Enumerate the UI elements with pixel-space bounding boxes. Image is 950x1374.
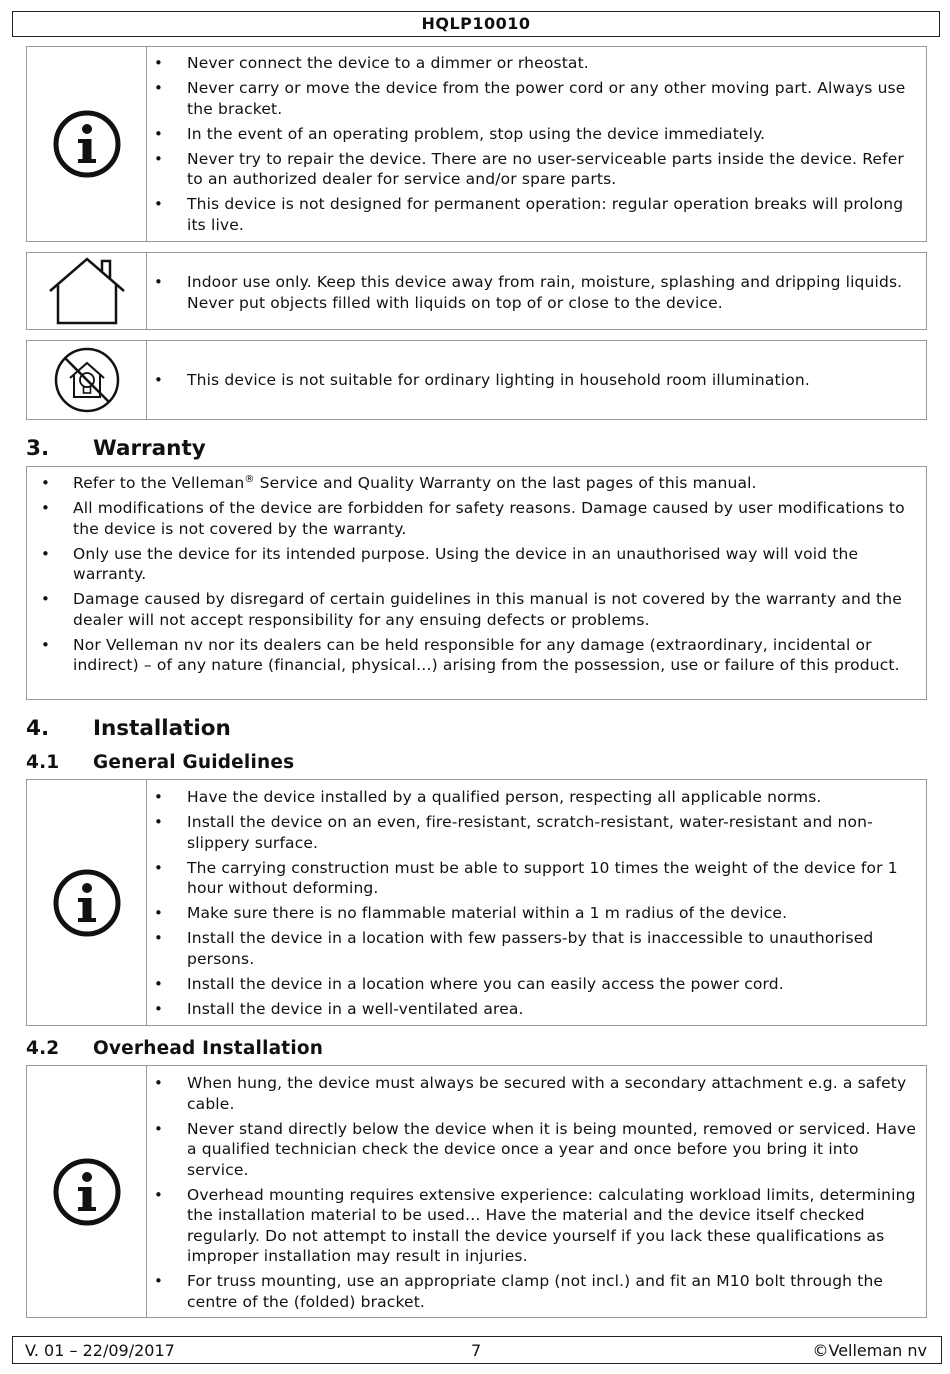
no-household-lighting-icon [52,345,122,415]
list-item: • Nor Velleman nv nor its dealers can be held responsible for any damage (extraordinary, incidental or indirect) – of any nature (financial, physical…) arising from the possession, use or failure of this product. [27,635,926,676]
safety-box-info [26,46,927,242]
list-item: • For truss mounting, use an appropriate clamp (not incl.) and fit an M10 bolt through the centre of the (folded) bracket. [147,1271,926,1312]
list-item: • All modifications of the device are forbidden for safety reasons. Damage caused by user modifications to the device is not covered by the warranty. [27,498,926,539]
page-header [12,11,940,37]
general-guidelines-box [26,779,927,1026]
info-icon [52,1157,122,1227]
version-date: V. 01 – 22/09/2017 [25,1341,175,1360]
list-item: • In the event of an operating problem, stop using the device immediately. [147,124,926,145]
list-item: • Never carry or move the device from the power cord or any other moving part. Always use the bracket. [147,78,926,119]
document-model: HQLP10010 [421,14,531,33]
subsection-heading-general: 4.1 General Guidelines [26,752,295,773]
list-item: • Indoor use only. Keep this device away from rain, moisture, splashing and dripping liquids. Never put objects filled with liquids on top of or close to the device. [147,272,926,313]
info-icon [52,868,122,938]
list-item: • Overhead mounting requires extensive experience: calculating workload limits, determining the installation material to be used… Have the material and the device itself checked regularly. Do not attempt to install the device yourself if you lack these qualifications as improper installation may result in injuries. [147,1185,926,1267]
section-heading-installation: 4. Installation [26,716,231,741]
list-item: • Install the device in a location with few passers-by that is inaccessible to unauthorised persons. [147,928,926,969]
list-item: • Install the device in a well-ventilated area. [147,999,926,1020]
list-item: • Have the device installed by a qualified person, respecting all applicable norms. [147,787,926,808]
list-item: • Refer to the Velleman® Service and Quality Warranty on the last pages of this manual. [27,473,926,494]
list-item: • Never connect the device to a dimmer or rheostat. [147,53,926,74]
list-item: • Make sure there is no flammable material within a 1 m radius of the device. [147,903,926,924]
list-item: • Only use the device for its intended purpose. Using the device in an unauthorised way will void the warranty. [27,544,926,585]
warranty-box [26,466,927,700]
safety-list-2 [147,272,926,313]
general-guidelines-list [147,787,926,1019]
list-item: • This device is not designed for permanent operation: regular operation breaks will prolong its live. [147,194,926,235]
subsection-heading-overhead: 4.2 Overhead Installation [26,1038,324,1059]
info-icon [52,109,122,179]
warranty-list [27,473,926,676]
indoor-use-icon [46,255,128,327]
list-item: • Never stand directly below the device when it is being mounted, removed or serviced. Have a qualified technician check the device once a year and once before you bring it into service. [147,1119,926,1181]
list-item: • Install the device on an even, fire-resistant, scratch-resistant, water-resistant and non-slippery surface. [147,812,926,853]
safety-list-1 [147,53,926,235]
list-item: • When hung, the device must always be secured with a secondary attachment e.g. a safety cable. [147,1073,926,1114]
safety-box-no-household [26,340,927,420]
page-number: 7 [471,1341,482,1360]
overhead-installation-box [26,1065,927,1318]
list-item: • Damage caused by disregard of certain guidelines in this manual is not covered by the warranty and the dealer will not accept responsibility for any ensuing defects or problems. [27,589,926,630]
list-item: • The carrying construction must be able to support 10 times the weight of the device for 1 hour without deforming. [147,858,926,899]
page-footer [12,1336,942,1364]
safety-list-3 [147,370,926,391]
overhead-installation-list [147,1073,926,1312]
list-item: • Never try to repair the device. There are no user-serviceable parts inside the device. Refer to an authorized dealer for service and/or spare parts. [147,149,926,190]
safety-box-indoor [26,252,927,330]
list-item: • Install the device in a location where you can easily access the power cord. [147,974,926,995]
section-heading-warranty: 3. Warranty [26,436,206,461]
copyright: ©Velleman nv [812,1341,927,1360]
list-item: • This device is not suitable for ordinary lighting in household room illumination. [147,370,926,391]
